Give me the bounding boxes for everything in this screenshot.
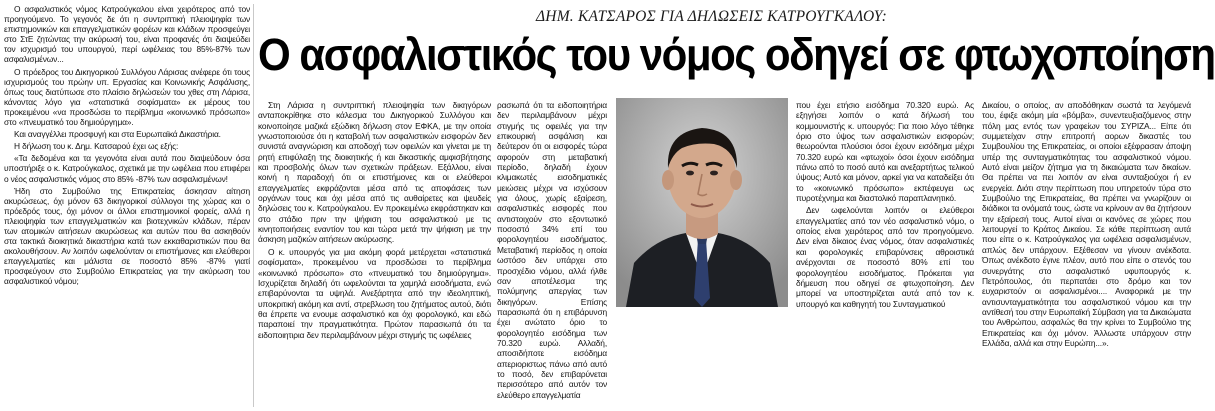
left-article-column bbox=[4, 4, 250, 407]
column-3-paragraph-2: Δεν ωφελούνται λοιπόν οι ελεύθεροι επαγγελματίες από τον νέο ασφαλιστικό νόμο, ο οποίος είναι χειρότερος από τον προηγούμενο. Δεν είναι δίκαιος ένας νόμος, όταν ασφαλιστικές και φορολογικές επιβαρύνσεις αθροιστικά ανέρχονται σε ποσοστό 80% επί του φορολογητέου εισοδήματος. Πρόκειται για δήμευση που οδηγεί σε φτωχοποίηση. Δεν μπορεί να υποστηρίζεται αυτά από τον κ. υπουργό και καθηγητή του Συνταγματικού bbox=[796, 205, 974, 309]
article-column-4 bbox=[982, 100, 1191, 406]
article-column-3 bbox=[796, 100, 974, 406]
article-headline: Ο ασφαλιστικός του νόμος οδηγεί σε φτωχοποίηση bbox=[258, 29, 1215, 80]
article-column-2 bbox=[497, 100, 607, 400]
column-1-paragraph-1: Στη Λάρισα η συντριπτική πλειοψηφία των δικηγόρων ανταποκρίθηκε στο κάλεσμα του Δικηγορικού Συλλόγου και κοινοποίησε μαζικά εξώδικη δήλωση στον ΕΦΚΑ, με την οποία γνωστοποιούσε ότι η καταβολή των ασφαλιστικών εισφορών δεν συνιστά αναγνώριση και αποδοχή των οφειλών και γίνεται με τη ρητή επιφύλαξη της διοικητικής ή και δικαστικής αμφισβήτησης και προσβολής όλων των σχετικών πράξεων. Εξάλλου, είναι κοινή η παραδοχή ότι οι επιστήμονες και οι ελεύθεροι επαγγελματίες εκφράζονται μέσα από τις αποφάσεις των οργάνων τους και όχι μέσα από τις αυθαίρετες και ψευδείς δηλώσεις του κ. Κατρούγκαλου. Εν προκειμένω εκφράστηκαν και στο στάδιο πριν την ψήφιση του ασφαλιστικού με τις κινητοποιήσεις εναντίον του και τώρα μετά την ψήφιση με την άσκηση μαζικών αιτήσεων ακύρωσης. bbox=[258, 100, 491, 245]
left-article-paragraph-1: Ο ασφαλιστικός νόμος Κατρούγκαλου είναι χειρότερος από τον προηγούμενο. Το γεγονός δε ότι η συντριπτική πλειοψηφία των επιστημονικών και επαγγελματικών φορέων και κλάδων προσφεύγει στο ΣτΕ ζητώντας την ακύρωσή του, είναι προφανές ότι διαψεύδει τον ισχυρισμό του υπουργού, περί ωφέλειας του 85%-87% των ασφαλισμένων... bbox=[4, 4, 250, 65]
left-article-paragraph-6: Ήδη στο Συμβούλιο της Επικρατείας άσκησαν αίτηση ακυρώσεως, όχι μόνον 63 δικηγορικοί σύλλογοι της χώρας και ο πρόεδρός τους, όχι μόνον οι άλλοι επιστημονικοί φορείς, αλλά η πλειοψηφία των επαγγελματικών και βιοτεχνικών κλάδων, πέραν των ατομικών αιτήσεων ακυρώσεως και αυτών που θα ασκηθούν στα τακτικά διοικητικά δικαστήρια κατά των εκκαθαριστικών που θα ακολουθήσουν. Αν λοιπόν ωφελούνταν οι επιστήμονες και ελεύθεροι επαγγελματίες και μάλιστα σε ποσοστό 85% -87% γιατί προσφεύγουν στο Συμβούλιο Επικρατείας για την ακύρωση του ασφαλιστικού νόμου; bbox=[4, 185, 250, 287]
portrait-illustration bbox=[616, 98, 788, 307]
column-1-paragraph-2: Ο κ. υπουργός για μια ακόμη φορά μετέρχεται «στατιστικά σοφίσματα», προκειμένου να προσδώσει το περίβλημα «κοινωνικό πρόσωπο» στο «πνευματικό του δημιούργημα». Ισχυρίζεται δηλαδή ότι ωφελούνται τα χαμηλά εισοδήματα, ενώ επιβαρύνονται τα υψηλά. Ανεξάρτητα από την ιδεοληπτική, υποκριτική ακόμη και αντί, στρεβλωση του ζητήματος αυτού, διότι θα έπρεπε να ενουμε ασφαλιστικό και όχι φορολογικό, και εδώ παραποιεί την πραγματικότητα. Πρώτον παρασιωπά ότι τα ειδοποιητιρια δεν περιλαμβάνουν μέχρι στιγμής τις ωφέλειες bbox=[258, 246, 491, 340]
article-column-1 bbox=[258, 100, 491, 406]
left-article-paragraph-4: Η δήλωση του κ. Δημ. Κατσαρού έχει ως εξής: bbox=[14, 141, 179, 152]
column-4-paragraph-1: Δικαίου, ο οποίος, αν αποδόθηκαν σωστά τα λεγόμενά του, έφιξε ακόμη μία «βόμβα», συνεντευξιαζόμενος στην πόλη μας εντός των γραφείων του ΣΥΡΙΖΑ... Είπε ότι συμμετείχαν στην επιτροπή αορων δικαστές του Συμβουλίου της Επικρατείας, οι οποίοι εξέφρασαν άποψη υπέρ της συνταγματικότητας του ασφαλιστικού νόμου. Αυτό είναι μείζον ζήτημα για τη δικαιώματα των δικαίων. Θα πρέπει να πει λοιπόν αν είναι συνταξιούχοι ή εν ενεργεία. Διότι στην περίπτωση που υπηρετούν τύρα στο Συμβούλιο της Επικρατείας, θα πρέπει να γνωρίζουν οι διάδικοι τα ονόματά τους, ώστε να κρίνουν αν θα ζητήσουν την εξαίρεσή τους. Αυτοί είναι οι κανόνες σε χώρες που λειτουργεί το Κράτος Δικαίου. Σε κάθε περίπτωση αυτά που είπε ο κ. Κατρούγκαλος για ωφέλεια ασφαλισμένων, απλώς δεν υπάρχουν. Εξέθεσαν να γίνουν ανέκδοτα. Όπως ανέκδοτο έγινε πλέον, αυτό που είπε ο στενός του συνεργάτης στο ασφαλιστικό υφυπουργός κ. Πετρόπουλος, ότι περπατάει στο δρόμο και τον ευχαριστούν οι ασφαλισμένοι.... Αναφορικά με την αντισυνταγματικότητα του ασφαλιστικού νόμου και την αντίθεσή του στην Ευρωπαϊκή Σύμβαση για τα Δικαιώματα του Ανθρώπου, ασφαλώς θα την κρίνει το Συμβούλιο της Επικρατείας και όχι μόνον. Άλλωστε υπάρχουν στην Ελλάδα, αλλά και στην Ευρώπη...». bbox=[982, 100, 1191, 348]
column-3-paragraph-1: που έχει ετήσιο εισόδημα 70.320 ευρώ. Ας εξηγήσει λοιπόν ο κατά δήλωσή του κομμουνιστής κ. υπουργός: Για ποιο λόγο τέθηκε όριο στο ύψος των ασφαλιστικών εισφορών; θεωρούνται πλούσιοι όσοι έχουν εισόδημα μέχρι 70.320 ευρώ και «φτωχοί» όσοι έχουν εισόδημα πάνω από το ποσό αυτό και ανεξαρτήτως τελικού ύψους; Αυτό και μόνον, αρκεί για να καταδείξει ότι το «κοινωνικό πρόσωπο» εκπέφευγει ως πυροτέχνημα και διαστολικό παραπλανητικό. bbox=[796, 100, 974, 204]
column-2-paragraph-1: ρασιωπά ότι τα ειδοποιητήρια δεν περιλαμβάνουν μέχρι στιγμής τις οφειλές για την επικουρική ασφάλιση και δεύτερον ότι οι εισφορές τώρα αφορούν στη μεταβατική περίοδο, δηλαδή έχουν κλιμακωτές εισοδηματικές μειώσεις μέχρι να ισχύσουν για όλους, χωρίς εξαίρεση, ασφαλιστικές εισφορές που αντιστοιχούν στο εξοντωτικό ποσοστό 34% επί του φορολογητέου εισοδήματος. Μεταβατική περίοδος η οποία ωστόσο δεν υπάρχει στο προσχέδιο νόμου, αλλά ήλθε σαν αποτέλεσμα της πολύμηνης απεργίας των δικηγόρων. Επίσης παρασιωπά ότι η επιβάρυνση έχει ανώτατο όριο το φορολογητέο εισόδημα των 70.320 ευρώ. Αλλαδή, αποσιδήποτε εισόδημα απεριοριστως πάνω από αυτό το ποσό, δεν επιβαρύνεται περισσότερο από αυτόν τον ελεύθερο επαγγελματία bbox=[497, 100, 607, 400]
left-article-paragraph-3: Και αναγγέλλει προσφυγή και στα Ευρωπαϊκά Δικαστήρια. bbox=[14, 129, 221, 140]
left-article-paragraph-2: Ο πρόεδρος του Δικηγορικού Συλλόγου Λάρισας ανέφερε ότι τους ισχυρισμούς του πρώην υπ. Εργασίας και Κοινωνικής Ασφάλισης, όπως τους διατύπωσε στο πλαίσιο δηλώσεών του χθες στη Λάρισα, κάνοντας λόγο για «στατιστικά σοφίσματα» εκ μέρους του προκειμένου «να προσδώσει το περίβλημα «κοινωνικό πρόσωπο» στο «πνευματικό του δημιούργημα». bbox=[4, 66, 250, 128]
column-divider bbox=[253, 4, 254, 407]
left-article-paragraph-5: «Τα δεδομένα και τα γεγονότα είναι αυτά που διαψεύδουν όσα υποστήριξε ο κ. Κατρούγκαλος, σχετικά με την ωφέλεια που επιφέρει ο νέος ασφαλιστικός νόμος στο 85% -87% των ασφαλισμένων! bbox=[4, 153, 250, 184]
portrait-photo bbox=[616, 98, 788, 307]
article-kicker: ΔΗΜ. ΚΑΤΣΑΡΟΣ ΓΙΑ ΔΗΛΩΣΕΙΣ ΚΑΤΡΟΥΓΚΑΛΟΥ: bbox=[536, 8, 887, 25]
